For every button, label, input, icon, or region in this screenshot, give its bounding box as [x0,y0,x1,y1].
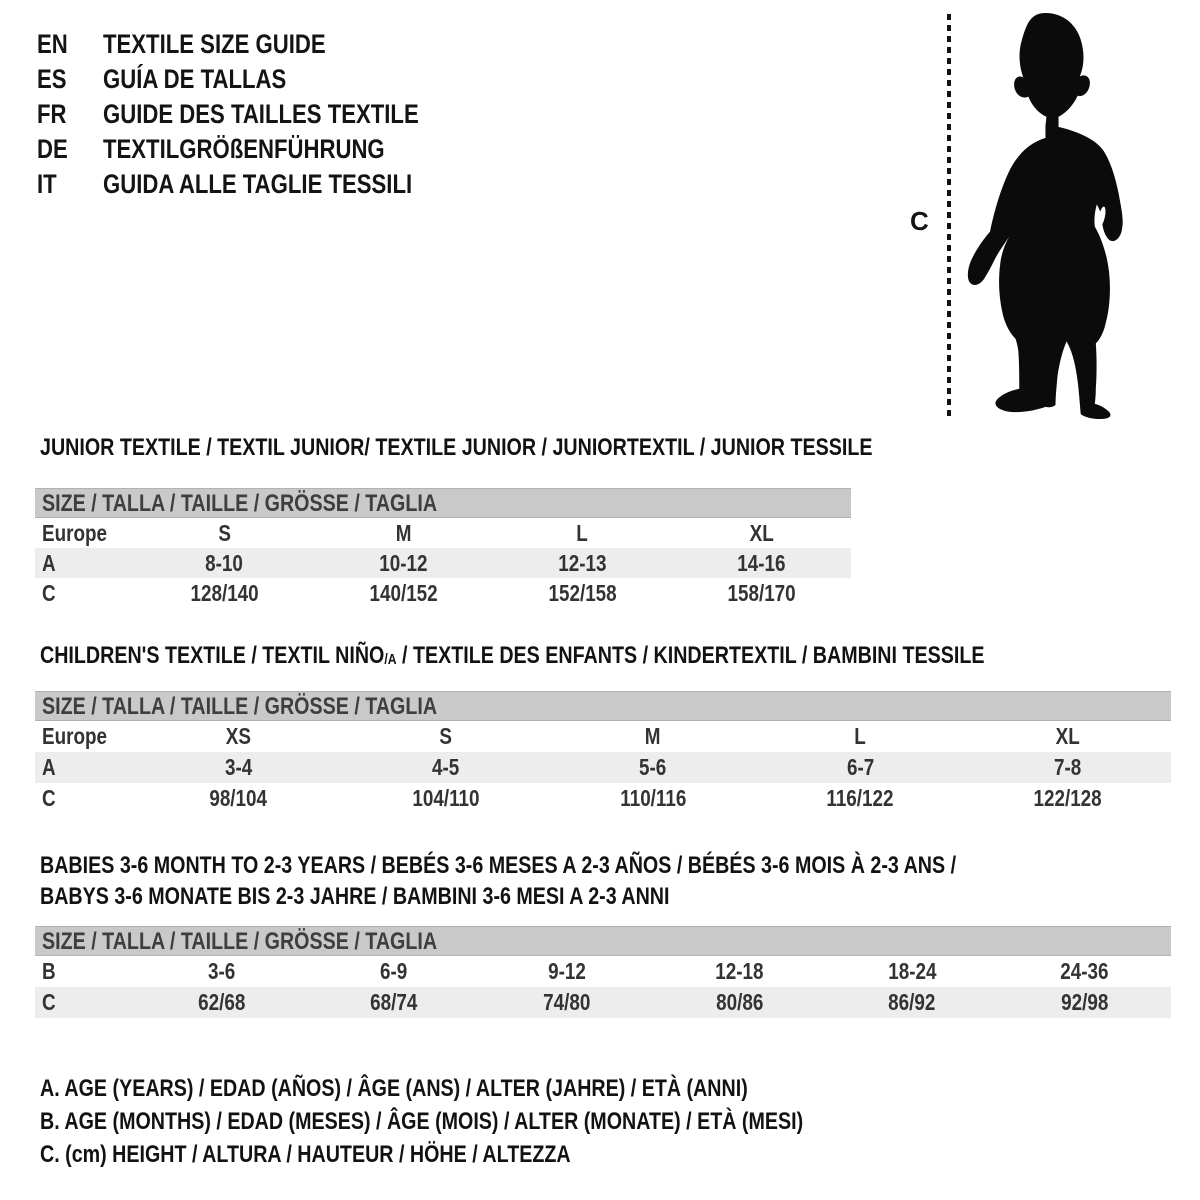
row-label: C [42,580,56,606]
size-cell: S [439,723,453,749]
age-cell: 12-13 [558,550,607,576]
height-cell: 62/68 [197,989,245,1015]
language-title-list [37,27,488,202]
height-cell: 74/80 [543,989,591,1015]
height-dashed-line [947,14,951,418]
height-cell: 92/98 [1061,989,1109,1015]
row-label: C [42,989,56,1015]
children-section-title: CHILDREN'S TEXTILE / TEXTIL NIÑO/A / TEXTILE DES ENFANTS / KINDERTEXTIL / BAMBINI TESSILE [40,642,985,669]
guide-title: GUÍA DE TALLAS [103,64,287,94]
language-code: FR [37,99,67,129]
table-row-age-years [35,548,851,578]
size-cell: L [854,723,866,749]
height-cell: 86/92 [888,989,936,1015]
table-row-height-cm [35,783,1171,814]
size-cell: M [395,520,412,546]
row-label: Europe [42,723,107,749]
height-cell: 122/128 [1033,785,1102,811]
table-row-age-months [35,956,1171,987]
language-code: ES [37,64,67,94]
size-cell: M [645,723,661,749]
language-row-es [37,62,488,97]
row-label: Europe [42,520,107,546]
guide-title: TEXTILGRÖßENFÜHRUNG [103,134,385,164]
table-row-europe [35,518,851,548]
height-cell: 152/158 [548,580,617,606]
size-cell: S [218,520,231,546]
size-table-children [35,691,1171,814]
legend-line-a: A. AGE (YEARS) / EDAD (AÑOS) / ÂGE (ANS) / ALTER (JAHRE) / ETÀ (ANNI) [40,1075,748,1102]
guide-title: TEXTILE SIZE GUIDE [103,29,326,59]
height-cell: 104/110 [412,785,480,811]
language-code: IT [37,169,57,199]
height-cell: 116/122 [826,785,894,811]
measurement-legend [40,1072,971,1171]
legend-line-b: B. AGE (MONTHS) / EDAD (MESES) / ÂGE (MOIS) / ALTER (MONATE) / ETÀ (MESI) [40,1108,804,1135]
table-row-age-years [35,752,1171,783]
age-cell: 3-6 [207,958,235,984]
row-label: A [42,550,56,576]
size-table-junior [35,488,851,608]
age-cell: 8-10 [205,550,244,576]
height-cell: 80/86 [715,989,763,1015]
height-cell: 140/152 [369,580,438,606]
age-cell: 14-16 [737,550,786,576]
height-cell: 98/104 [209,785,268,811]
age-cell: 7-8 [1053,754,1082,780]
row-label: A [42,754,56,780]
height-cell: 128/140 [190,580,259,606]
babies-section-title: BABIES 3-6 MONTH TO 2-3 YEARS / BEBÉS 3-6 MESES A 2-3 AÑOS / BÉBÉS 3-6 MOIS À 2-3 ANS / BABYS 3-6 MONATE BIS 2-3 JAHRE / BAMBINI 3-6 MESI A 2-3 ANNI [40,852,957,910]
height-cell: 158/170 [727,580,796,606]
table-row-europe [35,721,1171,752]
age-cell: 5-6 [639,754,667,780]
age-cell: 3-4 [224,754,253,780]
toddler-silhouette-icon [962,12,1140,420]
height-measure-label: C [910,206,929,236]
size-table-babies [35,926,1171,1018]
language-row-en [37,27,488,62]
age-cell: 12-18 [715,958,764,984]
age-cell: 18-24 [887,958,937,984]
size-cell: XL [1055,723,1080,749]
language-row-de [37,132,488,167]
size-header-bar: SIZE / TALLA / TAILLE / GRÖSSE / TAGLIA [35,691,1171,721]
language-code: EN [37,29,68,59]
legend-line-c: C. (cm) HEIGHT / ALTURA / HAUTEUR / HÖHE / ALTEZZA [40,1141,571,1168]
language-row-it [37,167,488,202]
size-cell: XS [226,723,252,749]
nino-a-subscript: /A [384,652,397,669]
age-cell: 6-7 [846,754,874,780]
size-header-bar: SIZE / TALLA / TAILLE / GRÖSSE / TAGLIA [35,926,1171,956]
size-header-bar: SIZE / TALLA / TAILLE / GRÖSSE / TAGLIA [35,488,851,518]
row-label: B [42,958,56,984]
guide-title: GUIDA ALLE TAGLIE TESSILI [103,169,413,199]
row-label: C [42,785,56,811]
table-row-height-cm [35,987,1171,1018]
guide-title: GUIDE DES TAILLES TEXTILE [103,99,419,129]
age-cell: 10-12 [379,550,428,576]
age-cell: 6-9 [380,958,408,984]
language-row-fr [37,97,488,132]
height-cell: 68/74 [370,989,418,1015]
junior-section-title: JUNIOR TEXTILE / TEXTIL JUNIOR/ TEXTILE JUNIOR / JUNIORTEXTIL / JUNIOR TESSILE [40,434,873,461]
age-cell: 4-5 [432,754,460,780]
table-row-height-cm [35,578,851,608]
age-cell: 24-36 [1060,958,1109,984]
height-cell: 110/116 [619,785,687,811]
size-cell: L [576,520,589,546]
size-cell: XL [749,520,774,546]
age-cell: 9-12 [547,958,586,984]
language-code: DE [37,134,68,164]
